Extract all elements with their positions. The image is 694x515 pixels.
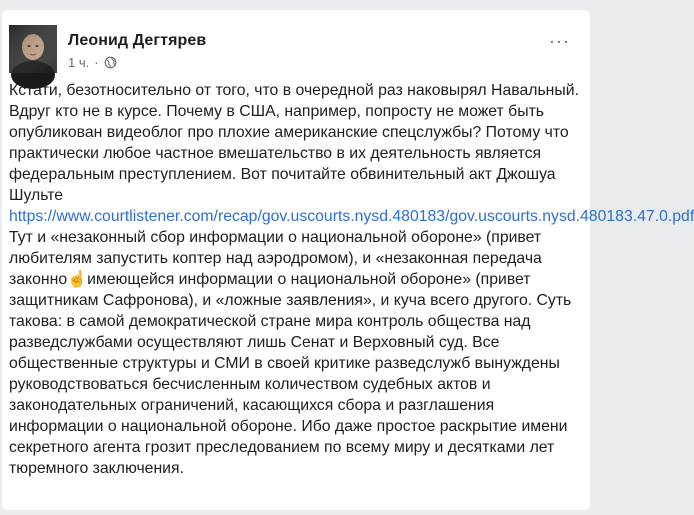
- author-avatar[interactable]: [9, 25, 57, 73]
- paragraph-2-text-end: имеющейся информации о национальной обороне» (привет защитникам Сафронова), и «ложные заявления», и куча всего другого. Суть такова: в самой демократической стране мира контроль общества над разведслужбами осуществляют лишь Сенат и Верховный суд. Все общественные структуры и СМИ в своей критике разведслужб вынуждены руководствоваться бесчисленным количеством судебных актов и законодательных ограничений, касающихся сбора и разглашения информации о национальной обороне. Ибо даже простое раскрытие имени секретного агента грозит преследованием по всему миру и десятками лет тюремного заключения.: [9, 271, 572, 477]
- meta-separator: ·: [94, 55, 99, 70]
- globe-icon[interactable]: [104, 56, 117, 69]
- paragraph-2-text-start: Тут и «незаконный сбор информации о национальной обороне» (привет любителям запустить коптер над аэродромом), и «незаконная передача законно: [9, 229, 542, 288]
- avatar-photo-icon: [9, 25, 57, 73]
- post-time[interactable]: 1 ч.: [68, 55, 90, 70]
- post-body: [9, 80, 694, 479]
- pointing-finger-icon: ☝️: [67, 271, 88, 288]
- paragraph-1-text: Кстати, безотносительно от того, что в очередной раз наковырял Навальный. Вдруг кто не в курсе. Почему в США, например, попросту не может быть опубликован видеоблог про плохие американские спецслужбы? Потому что практически любое частное вмешательство в их деятельность является федеральным преступлением. Вот почитайте обвинительный акт Джошуа Шульте: [9, 82, 579, 204]
- document-link[interactable]: https://www.courtlistener.com/recap/gov.uscourts.nysd.480183/gov.uscourts.nysd.480183.47.0.pdf: [9, 208, 694, 225]
- author-name[interactable]: Леонид Дегтярев: [68, 32, 207, 49]
- more-options-button[interactable]: ···: [549, 31, 570, 51]
- post-paragraph-1: [9, 80, 694, 227]
- post-header: [2, 10, 590, 80]
- post-meta: [68, 55, 117, 70]
- post-paragraph-2: [9, 227, 587, 479]
- post-card: [2, 10, 694, 510]
